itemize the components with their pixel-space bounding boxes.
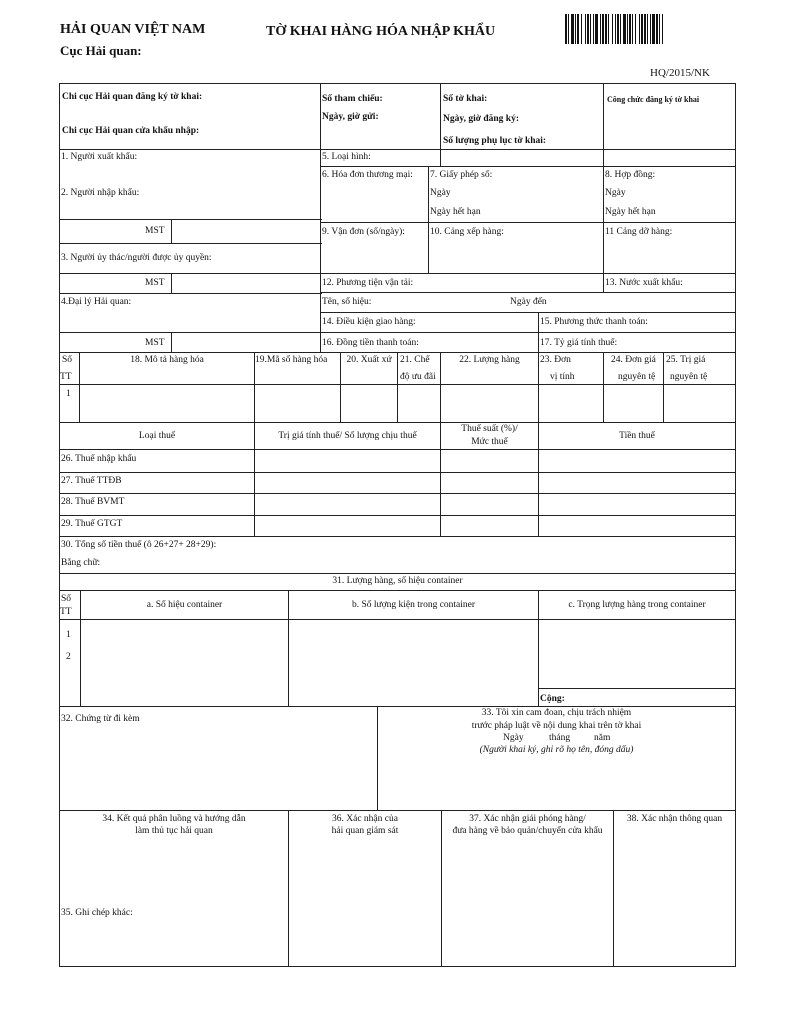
goods-col-24-a: 24. Đơn giá	[611, 355, 656, 365]
field-34-line-2: làm thủ tục hải quan	[135, 826, 213, 836]
field-17-label: 17. Tỷ giá tính thuế:	[540, 338, 618, 348]
field-5-label: 5. Loại hình:	[322, 152, 371, 162]
grid-line-h	[59, 332, 322, 333]
field-38-label: 38. Xác nhận thông quan	[626, 814, 723, 824]
grid-line-v	[440, 83, 441, 166]
grid-line-h	[321, 312, 736, 313]
container-row-1: 1	[66, 630, 71, 640]
grid-line-h	[321, 166, 736, 167]
goods-col-21-a: 21. Chế	[400, 355, 430, 365]
goods-col-24-b: nguyên tệ	[618, 372, 656, 382]
field-16-label: 16. Đồng tiền thanh toán:	[322, 338, 419, 348]
tax-col-tien-thue: Tiền thuế	[619, 431, 655, 441]
grid-line-h	[59, 619, 736, 620]
tax-total-label: 30. Tổng số tiền thuế (ô 26+27+ 28+29):	[61, 540, 217, 550]
field-32-label: 32. Chứng từ đi kèm	[61, 714, 140, 724]
goods-col-21-b: độ ưu đãi	[400, 372, 436, 382]
field-8-label: 8. Hợp đồng:	[605, 170, 656, 180]
grid-line-h	[59, 83, 736, 84]
field-2-label: 2. Người nhập khẩu:	[61, 188, 140, 198]
field-14-label: 14. Điều kiện giao hàng:	[322, 317, 416, 327]
grid-line-v	[320, 83, 321, 352]
grid-line-v	[171, 273, 172, 293]
tax-col-thue-suat-a: Thuế suất (%)/	[461, 424, 518, 434]
chi-cuc-cua-khau-label: Chi cục Hải quan cửa khẩu nhập:	[62, 126, 200, 136]
department-label: Cục Hải quan:	[60, 43, 142, 58]
mst-label-4: MST	[145, 338, 165, 348]
grid-line-h	[59, 536, 736, 537]
container-col-b: b. Số lượng kiện trong container	[351, 600, 476, 610]
field-12-ngay-den: Ngày đến	[510, 297, 547, 307]
grid-line-v	[171, 332, 172, 352]
grid-line-h	[59, 706, 736, 707]
grid-line-h	[321, 332, 736, 333]
grid-line-h	[59, 273, 322, 274]
container-tt-label: TT	[60, 607, 72, 617]
grid-line-h	[59, 810, 736, 811]
field-12-ten-so-hieu: Tên, số hiệu:	[322, 297, 372, 307]
grid-line-h	[59, 573, 736, 574]
grid-line-h	[59, 966, 736, 967]
tax-col-loai-thue: Loại thuế	[138, 431, 176, 441]
so-to-khai-label: Số tờ khai:	[443, 94, 488, 104]
so-luong-phu-luc-label: Số lượng phụ lục tờ khai:	[443, 136, 547, 146]
goods-col-23-a: 23. Đơn	[540, 355, 571, 365]
page-title: TỜ KHAI HÀNG HÓA NHẬP KHẨU	[266, 24, 496, 39]
grid-line-v	[613, 810, 614, 966]
ngay-gio-gui-label: Ngày, giờ gửi:	[322, 112, 379, 122]
field-8-ngay: Ngày	[605, 188, 626, 198]
tax-col-tri-gia: Trị giá tính thuế/ Số lượng chịu thuế	[278, 431, 417, 441]
goods-col-20: 20. Xuất xứ	[346, 355, 392, 365]
container-title: 31. Lượng hàng, số hiệu container	[332, 576, 463, 586]
so-tham-chieu-label: Số tham chiếu:	[322, 94, 383, 104]
grid-line-h	[59, 515, 736, 516]
grid-line-v	[428, 166, 429, 273]
goods-col-22: 22. Lượng hàng	[459, 355, 520, 365]
field-37-line-1: 37. Xác nhận giải phóng hàng/	[469, 814, 586, 824]
grid-line-v	[603, 352, 604, 422]
field-3-label: 3. Người ủy thác/người được ủy quyền:	[61, 253, 212, 263]
field-10-label: 10. Cảng xếp hàng:	[430, 227, 504, 237]
grid-line-h	[59, 219, 322, 220]
grid-line-h	[59, 293, 322, 294]
field-36-line-2: hải quan giám sát	[331, 826, 399, 836]
grid-line-h	[59, 590, 736, 591]
goods-col-25-b: nguyên tệ	[670, 372, 708, 382]
field-6-label: 6. Hóa đơn thương mại:	[322, 170, 413, 180]
barcode-icon	[565, 14, 731, 44]
field-33-nam: năm	[594, 733, 611, 743]
goods-col-23-b: vị tính	[550, 372, 575, 382]
org-name: HẢI QUAN VIỆT NAM	[60, 22, 206, 37]
grid-line-v	[603, 83, 604, 166]
goods-col-18: 18. Mô tả hàng hóa	[130, 355, 204, 365]
field-7-ngay: Ngày	[430, 188, 451, 198]
field-8-ngay-het-han: Ngày hết hạn	[605, 207, 656, 217]
grid-line-h	[59, 493, 736, 494]
grid-line-h	[321, 222, 736, 223]
grid-line-h	[59, 422, 736, 423]
goods-tt-label: TT	[60, 372, 72, 382]
field-13-label: 13. Nước xuất khẩu:	[605, 278, 683, 288]
field-33-signature-note: (Người khai ký, ghi rõ họ tên, đóng dấu)	[479, 745, 634, 755]
tax-row-27: 27. Thuế TTĐB	[61, 476, 122, 486]
mst-label-2: MST	[145, 226, 165, 236]
chi-cuc-dang-ky-label: Chi cục Hải quan đăng ký tờ khai:	[62, 92, 203, 102]
grid-line-h	[321, 273, 736, 274]
container-col-c: c. Trọng lượng hàng trong container	[568, 600, 706, 610]
field-33-line-2: trước pháp luật về nội dung khai trên tờ khai	[471, 721, 642, 731]
goods-col-25-a: 25. Trị giá	[666, 355, 706, 365]
grid-line-h	[59, 472, 736, 473]
ngay-gio-dang-ky-label: Ngày, giờ đăng ký:	[443, 114, 519, 124]
field-35-label: 35. Ghi chép khác:	[61, 908, 133, 918]
field-7-label: 7. Giấy phép số:	[430, 170, 493, 180]
field-15-label: 15. Phương thức thanh toán:	[540, 317, 648, 327]
field-11-label: 11 Cảng dỡ hàng:	[605, 227, 673, 237]
container-cong-label: Cộng:	[540, 694, 565, 704]
tax-bang-chu-label: Bằng chữ:	[61, 558, 101, 568]
container-col-a: a. Số hiệu container	[146, 600, 223, 610]
grid-line-v	[603, 166, 604, 273]
mst-label-3: MST	[145, 278, 165, 288]
goods-col-19: 19.Mã số hàng hóa	[255, 355, 328, 365]
grid-line-v	[397, 352, 398, 422]
grid-line-h	[59, 149, 736, 150]
grid-line-h	[321, 292, 736, 293]
form-code: HQ/2015/NK	[650, 67, 710, 79]
grid-line-v	[735, 83, 736, 966]
field-1-label: 1. Người xuất khẩu:	[61, 152, 138, 162]
field-4-label: 4.Đại lý Hải quan:	[61, 297, 132, 307]
field-7-ngay-het-han: Ngày hết hạn	[430, 207, 481, 217]
field-33-ngay: Ngày	[503, 733, 524, 743]
tax-row-28: 28. Thuế BVMT	[61, 497, 125, 507]
goods-so-label: Số	[62, 355, 73, 365]
grid-line-v	[603, 273, 604, 292]
tax-row-29: 29. Thuế GTGT	[61, 519, 123, 529]
field-33-thang: tháng	[549, 733, 571, 743]
container-row-2: 2	[66, 652, 71, 662]
grid-line-v	[663, 352, 664, 422]
field-9-label: 9. Vận đơn (số/ngày):	[322, 227, 405, 237]
cong-chuc-label: Công chức đăng ký tờ khai	[607, 95, 700, 104]
field-33-line-1: 33. Tôi xin cam đoan, chịu trách nhiệm	[481, 708, 632, 718]
grid-line-v	[538, 312, 539, 352]
tax-row-26: 26. Thuế nhập khẩu	[61, 454, 137, 464]
field-36-line-1: 36. Xác nhận của	[332, 814, 398, 824]
grid-line-h	[538, 688, 736, 689]
grid-line-v	[538, 352, 539, 422]
goods-row-1: 1	[66, 389, 71, 399]
field-34-line-1: 34. Kết quả phân luồng và hướng dẫn	[102, 814, 246, 824]
tax-col-thue-suat-b: Mức thuế	[471, 437, 508, 447]
grid-line-h	[59, 449, 736, 450]
grid-line-v	[171, 219, 172, 243]
container-so-label: Số	[61, 594, 72, 604]
grid-line-h	[59, 243, 322, 244]
field-12-label: 12. Phương tiện vận tải:	[322, 278, 414, 288]
field-37-line-2: đưa hàng về bảo quản/chuyển cửa khẩu	[452, 826, 603, 836]
